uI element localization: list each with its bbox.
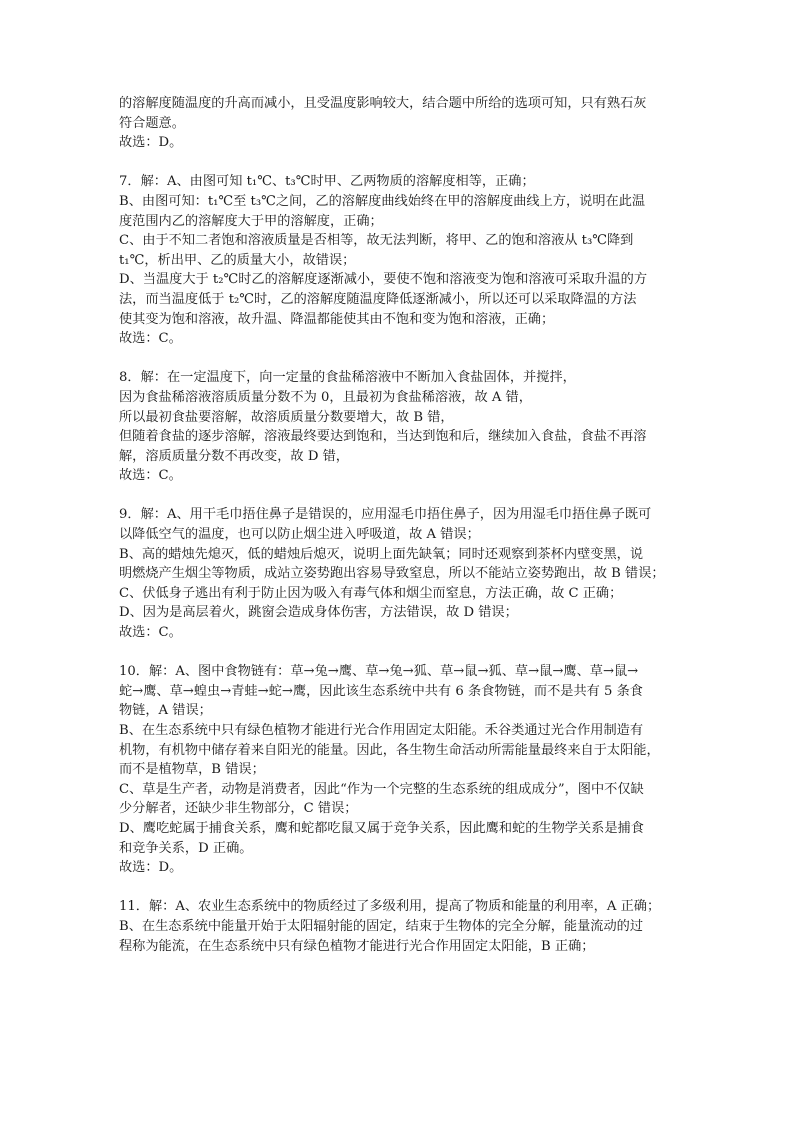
- text-line: 故选：D。: [119, 860, 183, 876]
- text-line: 因为食盐稀溶液溶质质量分数不为 0，且最初为食盐稀溶液，故 A 错，: [119, 389, 532, 405]
- answer-block-q7: [119, 172, 679, 348]
- text-line: 少分解者，还缺少非生物部分，C 错误；: [119, 801, 358, 817]
- text-line: 但随着食盐的逐步溶解，溶液最终要达到饱和，当达到饱和后，继续加入食盐，食盐不再溶: [119, 429, 647, 445]
- text-line: B、在生态系统中能量开始于太阳辐射能的固定，结束于生物体的完全分解，能量流动的过: [119, 918, 643, 934]
- text-line: 所以最初食盐要溶解，故溶质质量分数要增大，故 B 错，: [119, 409, 454, 425]
- text-line: 和竞争关系，D 正确。: [119, 840, 253, 856]
- paragraph-gap: [119, 878, 679, 898]
- text-line: 8．解：在一定温度下，向一定量的食盐稀溶液中不断加入食盐固体，并搅拌，: [119, 370, 576, 386]
- text-line: 故选：C。: [119, 625, 182, 641]
- text-line: 度范围内乙的溶解度大于甲的溶解度，正确；: [119, 213, 383, 229]
- paragraph-gap: [119, 486, 679, 506]
- answer-block-q8: [119, 368, 679, 486]
- text-line: 解，溶质质量分数不再改变，故 D 错，: [119, 448, 349, 464]
- text-line: 程称为能流，在生态系统中只有绿色植物才能进行光合作用固定太阳能，B 正确；: [119, 938, 595, 954]
- answer-block-q11: [119, 897, 679, 956]
- text-line: C、伏低身子逃出有利于防止因为吸入有毒气体和烟尘而窒息，方法正确，故 C 正确；: [119, 585, 623, 601]
- text-line: 机物，有机物中储存着来自阳光的能量。因此，各生物生命活动所需能量最终来自于太阳能，: [119, 742, 660, 758]
- text-line: C、由于不知二者饱和溶液质量是否相等，故无法判断，将甲、乙的饱和溶液从 t₃℃降到: [119, 233, 634, 249]
- text-line: 而不是植物草，B 错误；: [119, 762, 265, 778]
- text-line: 符合题意。: [119, 115, 185, 131]
- text-line: B、在生态系统中只有绿色植物才能进行光合作用固定太阳能。禾谷类通过光合作用制造有: [119, 723, 643, 738]
- text-line: D、因为是高层着火，跳窗会造成身体伤害，方法错误，故 D 错误；: [119, 605, 518, 621]
- answer-document: [119, 94, 679, 956]
- answer-block-q6-tail: [119, 94, 679, 153]
- text-line: 故选：C。: [119, 468, 182, 484]
- text-line: 使其变为饱和溶液，故升温、降温都能使其由不饱和变为饱和溶液，正确；: [119, 311, 555, 327]
- text-line: t₁℃，析出甲、乙的质量大小，故错误；: [119, 252, 356, 268]
- text-line: 7．解：A、由图可知 t₁℃、t₃℃时甲、乙两物质的溶解度相等，正确；: [119, 174, 535, 190]
- text-line: D、当温度大于 t₂℃时乙的溶解度逐渐减小，要使不饱和溶液变为饱和溶液可采取升温的方: [119, 272, 648, 288]
- text-line: 明燃烧产生烟尘等物质，成站立姿势跑出容易导致窒息，所以不能站立姿势跑出，故 B 错误；: [119, 566, 665, 582]
- text-line: 以降低空气的温度，也可以防止烟尘进入呼吸道，故 A 错误；: [119, 527, 480, 543]
- answer-block-q10: [119, 662, 679, 878]
- text-line: 故选：C。: [119, 331, 182, 347]
- text-line: D、鹰吃蛇属于捕食关系，鹰和蛇都吃鼠又属于竞争关系，因此鹰和蛇的生物学关系是捕食: [119, 820, 644, 836]
- text-line: 9．解：A、用干毛巾捂住鼻子是错误的，应用湿毛巾捂住鼻子，因为用湿毛巾捂住鼻子既可: [119, 507, 652, 523]
- text-line: 故选：D。: [119, 135, 183, 151]
- text-line: B、由图可知：t₁℃至 t₃℃之间，乙的溶解度曲线始终在甲的溶解度曲线上方，说明在此温: [119, 193, 646, 209]
- answer-block-q9: [119, 505, 679, 642]
- text-line: 物链，A 错误；: [119, 703, 212, 719]
- paragraph-gap: [119, 349, 679, 369]
- text-line: 11．解：A、农业生态系统中的物质经过了多级利用，提高了物质和能量的利用率，A 正确；: [119, 899, 661, 915]
- paragraph-gap: [119, 153, 679, 173]
- text-line: 的溶解度随温度的升高而减小，且受温度影响较大，结合题中所给的选项可知，只有熟石灰: [119, 96, 647, 111]
- text-line: 蛇→鹰、草→蝗虫→青蛙→蛇→鹰，因此该生态系统中共有 6 条食物链，而不是共有 5 条食: [119, 683, 643, 699]
- text-line: B、高的蜡烛先熄灭，低的蜡烛后熄灭，说明上面先缺氧；同时还观察到茶杯内壁变黑，说: [119, 546, 643, 562]
- text-line: 法，而当温度低于 t₂℃时，乙的溶解度随温度降低逐渐减小，所以还可以采取降温的方法: [119, 291, 637, 307]
- text-line: C、草是生产者，动物是消费者，因此“作为一个完整的生态系统的组成成分”，图中不仅缺: [119, 781, 644, 797]
- paragraph-gap: [119, 643, 679, 663]
- text-line: 10．解：A、图中食物链有：草→兔→鹰、草→兔→狐、草→鼠→狐、草→鼠→鹰、草→鼠→: [119, 664, 639, 680]
